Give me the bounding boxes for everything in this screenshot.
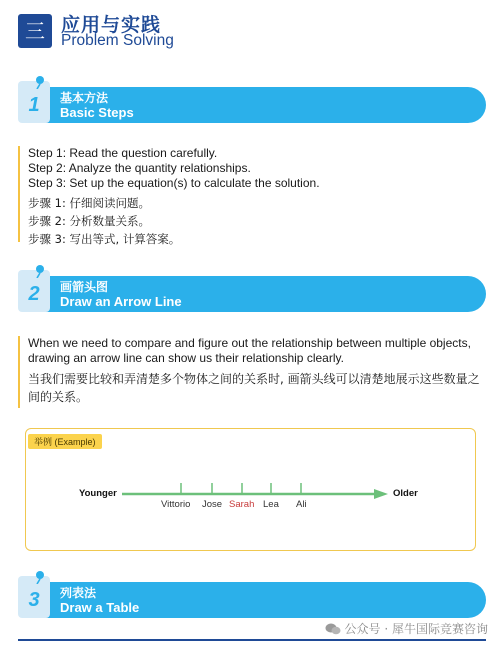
example-tag: 举例 (Example) xyxy=(28,434,102,449)
pin-icon xyxy=(33,570,47,584)
arrow-paragraph-cn: 当我们需要比较和弄清楚多个物体之间的关系时, 画箭头线可以清楚地展示这些数量之间的关系。 xyxy=(28,372,480,404)
pin-icon xyxy=(33,75,47,89)
arrow-paragraph-en: When we need to compare and figure out the relationship between multiple objects, drawing an arrow line can show us their relationship clearly. xyxy=(28,336,471,365)
step-cn-1: 步骤 1: 仔细阅读问题。 xyxy=(28,196,151,210)
pin-icon xyxy=(33,264,47,278)
section-banner-basic-steps xyxy=(18,87,486,123)
page-title-en: Problem Solving xyxy=(61,32,174,49)
steps-block xyxy=(18,146,488,246)
step-cn-2: 步骤 2: 分析数量关系。 xyxy=(28,214,151,228)
step-cn-3: 步骤 3: 写出等式, 计算答案。 xyxy=(28,232,181,246)
section-title-cn: 列表法 xyxy=(60,586,97,600)
name-jose: Jose xyxy=(202,499,223,510)
step-en-3: Step 3: Set up the equation(s) to calculate the solution. xyxy=(28,176,320,190)
name-vittorio: Vittorio xyxy=(161,499,191,510)
example-box xyxy=(25,428,476,551)
younger-label: Younger xyxy=(79,488,117,499)
arrow-head xyxy=(374,489,388,499)
wechat-icon xyxy=(325,623,341,635)
name-lea: Lea xyxy=(263,499,279,510)
section-title-cn: 画箭头图 xyxy=(60,280,109,294)
footer-divider xyxy=(18,639,486,641)
name-ali: Ali xyxy=(296,499,307,510)
section-banner-arrow-line xyxy=(18,276,486,312)
step-en-2: Step 2: Analyze the quantity relationships. xyxy=(28,161,251,175)
section-banner-table xyxy=(18,582,486,618)
page-title-cn: 应用与实践 xyxy=(61,14,162,36)
section-title-cn: 基本方法 xyxy=(60,91,109,105)
watermark-text: 公众号 · 犀牛国际竞赛咨询 xyxy=(344,622,488,636)
chapter-badge: 三 xyxy=(18,14,52,48)
section-number: 1 xyxy=(28,94,40,116)
watermark xyxy=(325,620,488,637)
older-label: Older xyxy=(393,488,418,499)
section-title-en: Draw an Arrow Line xyxy=(60,294,182,309)
section-title-en: Draw a Table xyxy=(60,600,140,615)
section-title-en: Basic Steps xyxy=(60,105,134,120)
step-en-1: Step 1: Read the question carefully. xyxy=(28,146,218,160)
name-sarah: Sarah xyxy=(229,499,255,510)
section-number: 2 xyxy=(28,283,40,305)
arrow-description-block xyxy=(18,336,488,408)
section-number: 3 xyxy=(28,589,40,611)
